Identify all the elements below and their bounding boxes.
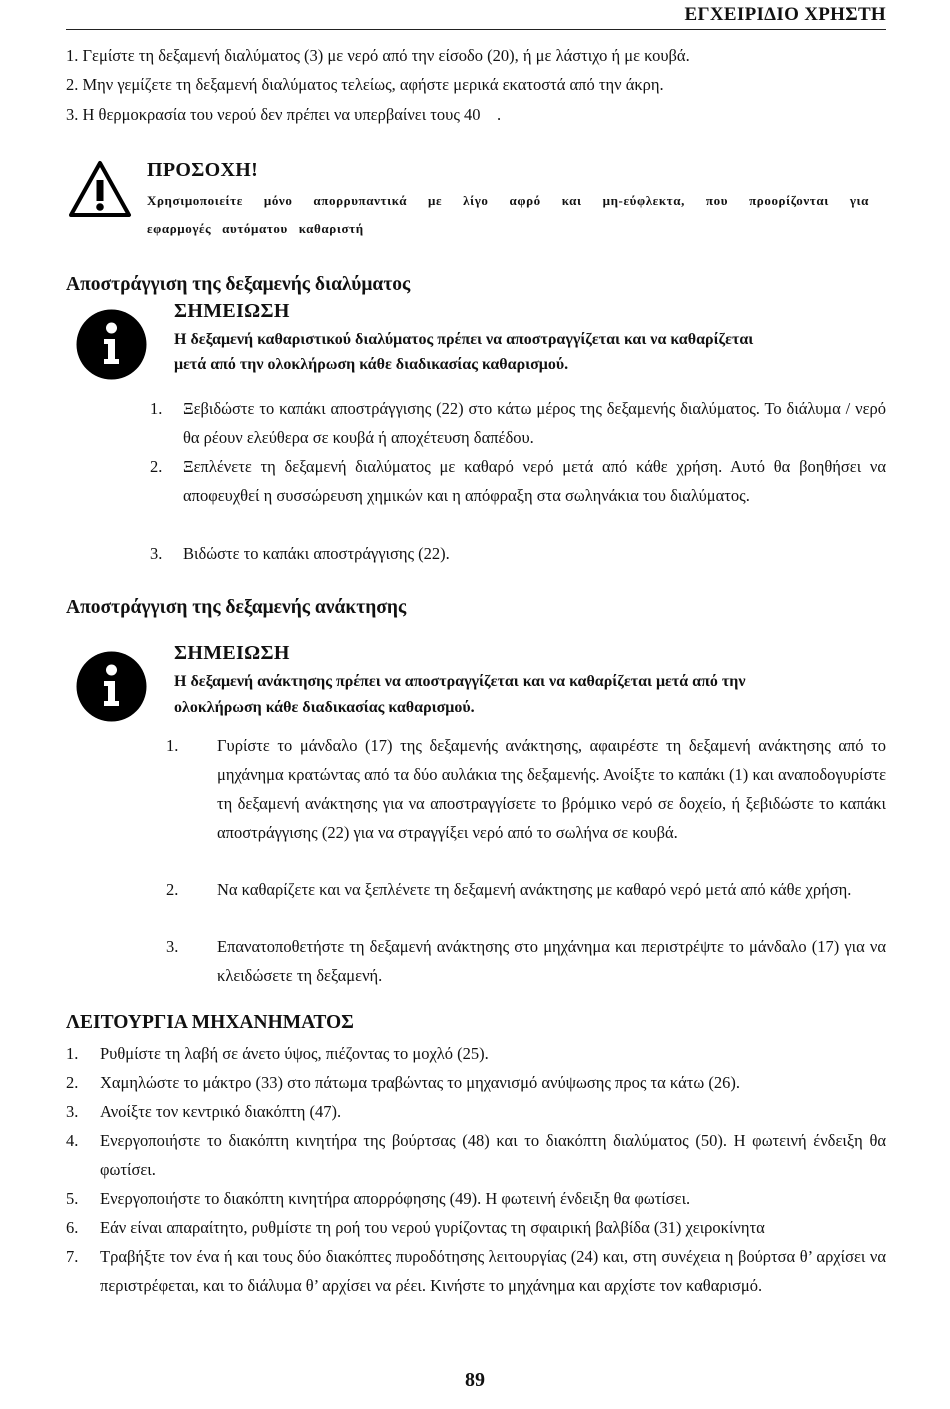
section-title-recovery-drain: Αποστράγγιση της δεξαμενής ανάκτησης bbox=[66, 597, 407, 618]
intro-item-number: 1. bbox=[66, 46, 79, 65]
list-item-text: Ενεργοποιήστε το διακόπτη κινητήρα της βούρτσας (48) και το διακόπτη διαλύματος (50). Η φωτεινή ένδειξη θα φωτίσει. bbox=[100, 1131, 886, 1179]
intro-item-number: 2. bbox=[66, 75, 79, 94]
note-text-line-1: Η δεξαμενή καθαριστικού διαλύματος πρέπει να αποστραγγίζεται και να καθαρίζεται bbox=[174, 331, 754, 348]
list-item-number: 2. bbox=[166, 880, 179, 899]
header-title: ΕΓΧΕΙΡΙΔΙΟ ΧΡΗΣΤΗ bbox=[684, 4, 886, 25]
list-item bbox=[66, 1242, 886, 1332]
warning-text-line-1: Χρησιμοποιείτε μόνο απορρυπαντικά με λίγο αφρό και μη-εύφλεκτα, που προορίζονται για bbox=[147, 193, 869, 208]
list-item-number: 3. bbox=[66, 1102, 79, 1121]
list-item bbox=[166, 932, 886, 992]
intro-item-1 bbox=[66, 41, 690, 70]
intro-item-text: Γεμίστε τη δεξαμενή διαλύματος (3) με νερό από την είσοδο (20), ή με λάστιχο ή με κουβά. bbox=[82, 46, 690, 65]
list-item-text: Ξεβιδώστε το καπάκι αποστράγγισης (22) στο κάτω μέρος της δεξαμενής διαλύματος. Το διάλυμα / νερό θα ρέουν ελεύθερα σε κουβά ή αποχέτευση δαπέδου. bbox=[183, 399, 886, 447]
list-item-number: 3. bbox=[166, 937, 179, 956]
list-item bbox=[166, 875, 886, 935]
list-item-number: 1. bbox=[66, 1044, 79, 1063]
list-item bbox=[150, 452, 886, 542]
header-divider bbox=[66, 29, 886, 30]
note-text-line-1: Η δεξαμενή ανάκτησης πρέπει να αποστραγγίζεται και να καθαρίζεται μετά από την bbox=[174, 673, 746, 690]
list-item-text: Βιδώστε το καπάκι αποστράγγισης (22). bbox=[183, 544, 450, 563]
intro-item-3 bbox=[66, 100, 501, 129]
list-item-text: Ρυθμίστε τη λαβή σε άνετο ύψος, πιέζοντας το μοχλό (25). bbox=[100, 1044, 489, 1063]
intro-item-text: Η θερμοκρασία του νερού δεν πρέπει να υπερβαίνει τους 40 . bbox=[82, 105, 502, 124]
info-icon bbox=[76, 309, 147, 380]
note-text-line-2: ολοκλήρωση κάθε διαδικασίας καθαρισμού. bbox=[174, 699, 475, 716]
list-item-number: 2. bbox=[66, 1073, 79, 1092]
list-item-number: 6. bbox=[66, 1218, 79, 1237]
list-item bbox=[66, 1126, 886, 1186]
list-item-text: Ανοίξτε τον κεντρικό διακόπτη (47). bbox=[100, 1102, 342, 1121]
intro-item-text: Μην γεμίζετε τη δεξαμενή διαλύματος τελείως, αφήστε μερικά εκατοστά από την άκρη. bbox=[82, 75, 664, 94]
list-item-number: 5. bbox=[66, 1189, 79, 1208]
section-title-machine-operation: ΛΕΙΤΟΥΡΓΙΑ ΜΗΧΑΝΗΜΑΤΟΣ bbox=[66, 1012, 354, 1033]
list-item bbox=[150, 394, 886, 454]
list-item-text: Γυρίστε το μάνδαλο (17) της δεξαμενής ανάκτησης, αφαιρέστε τη δεξαμενή ανάκτησης από το μηχάνημα κρατώντας από τα δύο αυλάκια της δεξαμενής. Ανοίξτε το καπάκι (1) και αναποδογυρίστε τη δεξαμενή ανάκτησης για να αποστραγγίσετε το βρόμικο νερό σε δοχείο, ή ξεβιδώστε το καπάκι αποστράγγισης (22) για να στραγγίξει νερό από το σωλήνα σε κουβά. bbox=[217, 736, 886, 842]
list-item-text: Επανατοποθετήστε τη δεξαμενή ανάκτησης στο μηχάνημα και περιστρέψτε το μάνδαλο (17) για να κλειδώσετε τη δεξαμενή. bbox=[217, 937, 886, 985]
warning-triangle-icon bbox=[68, 160, 132, 218]
list-item-number: 1. bbox=[166, 736, 179, 755]
section-title-solution-drain: Αποστράγγιση της δεξαμενής διαλύματος bbox=[66, 274, 411, 295]
note-title: ΣΗΜΕΙΩΣΗ bbox=[174, 642, 290, 664]
list-item-text: Ξεπλένετε τη δεξαμενή διαλύματος με καθαρό νερό μετά από κάθε χρήση. Αυτό θα βοηθήσει να αποφευχθεί η συσσώρευση χημικών και η απόφραξη στα σωληνάκια του διαλύματος. bbox=[183, 457, 886, 505]
list-item-number: 3. bbox=[150, 544, 163, 563]
list-item-number: 7. bbox=[66, 1247, 79, 1266]
intro-item-2 bbox=[66, 70, 664, 99]
list-item-text: Τραβήξτε τον ένα ή και τους δύο διακόπτες πυροδότησης λειτουργίας (24) και, στη συνέχεια η βούρτσα θ’ αρχίσει να περιστρέφεται, και το διάλυμα θ’ αρχίσει να ρέει. Κινήστε το μηχάνημα και αρχίστε τον καθαρισμό. bbox=[100, 1247, 886, 1295]
info-icon bbox=[76, 651, 147, 722]
list-item-text: Εάν είναι απαραίτητο, ρυθμίστε τη ροή του νερού γυρίζοντας τη σφαιρική βαλβίδα (31) χειροκίνητα bbox=[100, 1218, 765, 1237]
warning-text-line-2: εφαρμογές αυτόματου καθαριστή bbox=[147, 221, 364, 236]
warning-title: ΠΡΟΣΟΧΗ! bbox=[147, 159, 259, 181]
note-text-line-2: μετά από την ολοκλήρωση κάθε διαδικασίας καθαρισμού. bbox=[174, 356, 569, 373]
list-item-number: 4. bbox=[66, 1131, 79, 1150]
list-item-text: Ενεργοποιήστε το διακόπτη κινητήρα απορρόφησης (49). Η φωτεινή ένδειξη θα φωτίσει. bbox=[100, 1189, 691, 1208]
note-title: ΣΗΜΕΙΩΣΗ bbox=[174, 300, 290, 322]
intro-item-number: 3. bbox=[66, 105, 79, 124]
page-number: 89 bbox=[465, 1369, 485, 1391]
list-item bbox=[166, 731, 886, 876]
list-item-text: Χαμηλώστε το μάκτρο (33) στο πάτωμα τραβώντας το μηχανισμό ανύψωσης προς τα κάτω (26). bbox=[100, 1073, 740, 1092]
list-item-text: Να καθαρίζετε και να ξεπλένετε τη δεξαμενή ανάκτησης με καθαρό νερό μετά από κάθε χρήση. bbox=[217, 880, 852, 899]
list-item-number: 1. bbox=[150, 399, 163, 418]
list-item-number: 2. bbox=[150, 457, 163, 476]
